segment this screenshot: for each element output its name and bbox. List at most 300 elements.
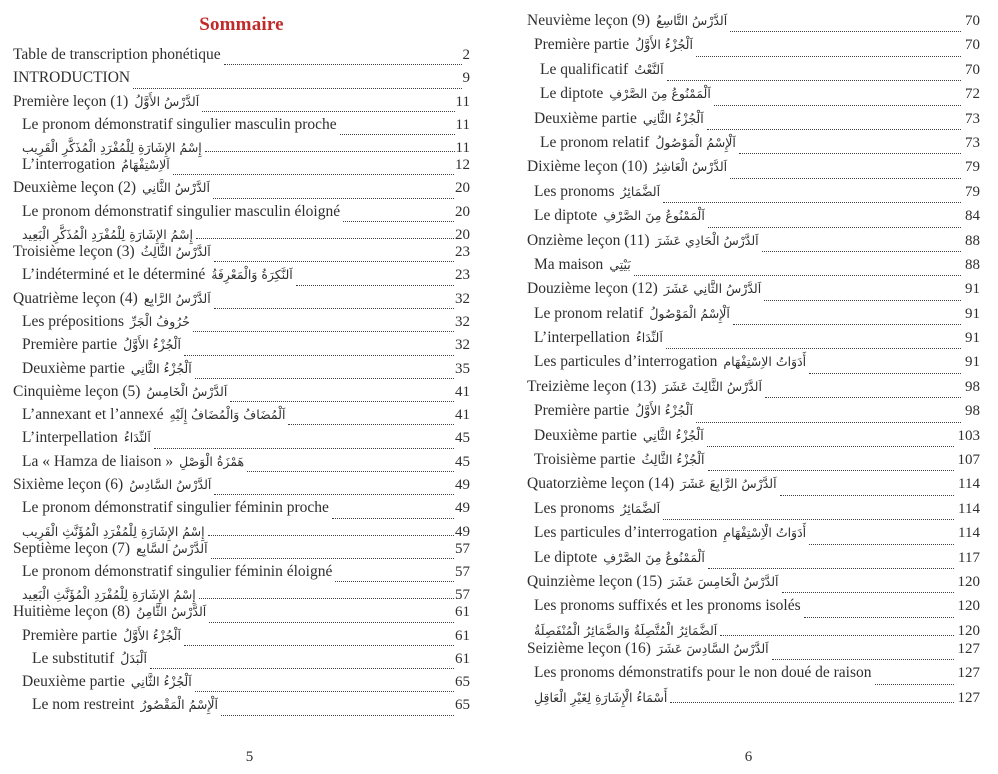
toc-entry-page-number: 2 bbox=[462, 47, 470, 63]
toc-entry-arabic-text: اَلدَّرْسُ الْحَادِي عَشَرَ bbox=[655, 232, 759, 248]
toc-entry-label bbox=[534, 402, 693, 419]
toc-entry bbox=[13, 563, 470, 586]
toc-entry-page-number: 84 bbox=[965, 208, 980, 225]
toc-entry bbox=[527, 402, 980, 426]
dot-leader bbox=[184, 645, 454, 646]
toc-entry-page-number: 20 bbox=[455, 180, 470, 197]
toc-entry-french-text: Le pronom relatif bbox=[540, 133, 650, 151]
toc-entry-arabic-text: اَلدَّرْسُ الرَّابِع bbox=[143, 290, 211, 306]
toc-entry-french-text: Le diptote bbox=[534, 207, 598, 225]
dot-leader bbox=[173, 174, 454, 175]
toc-entry-french-text: Les pronoms bbox=[534, 182, 615, 200]
toc-entry-label bbox=[527, 232, 759, 249]
toc-entry-label bbox=[534, 451, 705, 468]
dot-leader bbox=[343, 221, 454, 222]
toc-entry-label bbox=[22, 156, 170, 173]
toc-entry-label bbox=[22, 499, 329, 516]
toc-entry-arabic-text: اَلْمَمْنُوعُ مِنَ الصَّرْفِ bbox=[603, 208, 705, 224]
dot-leader bbox=[214, 308, 454, 309]
toc-entry-label bbox=[13, 290, 211, 307]
toc-entry-french-text: La « Hamza de liaison » bbox=[22, 452, 174, 470]
toc-entry-french-text: Les particules d’interrogation bbox=[534, 353, 718, 371]
toc-entry-page-number: 98 bbox=[965, 378, 980, 395]
toc-entry-page-number: 70 bbox=[965, 61, 980, 78]
toc-entry-page-number: 49 bbox=[455, 523, 470, 540]
dot-leader bbox=[288, 424, 454, 425]
toc-entry-french-text: Première partie bbox=[534, 36, 630, 54]
toc-entry-arabic-text: اَلضَّمَائِرُ الْمُتَّصِلَةُ وَالضَّمَائِرُ الْمُنْفَصِلَةُ bbox=[534, 622, 718, 638]
toc-entry-page-number: 114 bbox=[958, 476, 980, 493]
toc-entry bbox=[13, 266, 470, 289]
toc-entry-arabic-text: اَلْجُزْءُ الثَّانِي bbox=[130, 674, 192, 690]
toc-entry bbox=[527, 183, 980, 207]
toc-entry-arabic-text: اَلْجُزْءُ الثَّالِثُ bbox=[641, 452, 705, 468]
toc-entry-page-number: 61 bbox=[455, 650, 470, 667]
toc-entry-label bbox=[534, 329, 663, 346]
toc-entry bbox=[13, 603, 470, 626]
dot-leader bbox=[804, 617, 954, 618]
dot-leader bbox=[720, 635, 953, 636]
toc-entry-label bbox=[527, 573, 779, 590]
dot-leader bbox=[663, 202, 961, 203]
toc-entry-label bbox=[13, 603, 206, 620]
dot-leader bbox=[193, 331, 454, 332]
toc-entry bbox=[527, 85, 980, 109]
toc-entry bbox=[13, 453, 470, 476]
toc-entries-left bbox=[13, 46, 470, 720]
toc-entry-label bbox=[22, 627, 181, 644]
toc-entry-french-text: Ma maison bbox=[534, 255, 604, 273]
toc-entry-page-number: 127 bbox=[957, 689, 980, 706]
dot-leader bbox=[782, 592, 954, 593]
toc-entry-label bbox=[13, 540, 208, 557]
toc-entry-arabic-text: اَلدَّرْسُ الثَّالِثَ عَشَرَ bbox=[662, 378, 762, 394]
toc-entry-label bbox=[534, 597, 801, 614]
toc-entry bbox=[527, 500, 980, 524]
toc-entry-french-text: Le diptote bbox=[534, 548, 598, 566]
dot-leader bbox=[667, 80, 961, 81]
toc-entry-french-text: Le qualificatif bbox=[540, 60, 629, 78]
toc-entry-arabic-text: اَلْجُزْءُ الأَوَّلُ bbox=[123, 627, 181, 643]
toc-entry-page-number: 49 bbox=[455, 500, 470, 517]
toc-entry-page-number: 11 bbox=[455, 93, 470, 110]
toc-entry-arabic-text: اَلضَّمَائِرُ bbox=[620, 500, 661, 516]
toc-entry bbox=[527, 664, 980, 688]
toc-entry-french-text: Douzième leçon (12) bbox=[527, 280, 658, 298]
toc-entry bbox=[527, 622, 980, 640]
toc-entry-label bbox=[22, 406, 285, 423]
toc-entry-label bbox=[22, 203, 340, 220]
toc-entry-label bbox=[534, 183, 660, 200]
toc-entry-page-number: 103 bbox=[957, 427, 980, 444]
toc-entry-french-text: Quatorzième leçon (14) bbox=[527, 475, 675, 493]
toc-entry-label bbox=[534, 500, 660, 517]
toc-entry-french-text: L’annexant et l’annexé bbox=[22, 406, 164, 424]
toc-entry-page-number: 107 bbox=[957, 452, 980, 469]
toc-entry-page-number: 79 bbox=[965, 159, 980, 176]
toc-entry-arabic-text: اَلْبَدَلُ bbox=[120, 650, 147, 666]
toc-entry-arabic-text: بَيْتِي bbox=[609, 256, 631, 272]
dot-leader bbox=[670, 702, 953, 703]
toc-entry bbox=[527, 573, 980, 597]
toc-entry bbox=[13, 429, 470, 452]
toc-entry bbox=[527, 134, 980, 158]
toc-entry-label bbox=[540, 85, 711, 102]
toc-entry-page-number: 61 bbox=[455, 627, 470, 644]
toc-entry-arabic-text: اَلدَّرْسُ الثَّانِي عَشَرَ bbox=[663, 281, 762, 297]
toc-entry bbox=[13, 673, 470, 696]
dot-leader bbox=[765, 397, 961, 398]
toc-entry-french-text: Les pronoms suffixés et les pronoms isolés bbox=[534, 597, 801, 615]
toc-entry-arabic-text: اَلْمُضَافُ وَالْمُضَافُ إِلَيْهِ bbox=[169, 407, 286, 423]
toc-entry-page-number: 32 bbox=[455, 290, 470, 307]
toc-entry-arabic-text: اَلدَّرْسُ الأَوَّلُ bbox=[134, 93, 200, 109]
toc-entry-page-number: 114 bbox=[958, 500, 980, 517]
toc-entry-page-number: 114 bbox=[958, 525, 980, 542]
toc-entry-label bbox=[22, 313, 190, 330]
dot-leader bbox=[762, 251, 961, 252]
toc-entry-arabic-text: اَلْجُزْءُ الثَّانِي bbox=[642, 110, 704, 126]
toc-entry-label bbox=[22, 139, 202, 156]
dot-leader bbox=[696, 56, 961, 57]
toc-entry bbox=[527, 378, 980, 402]
toc-entry bbox=[527, 207, 980, 231]
toc-entry-french-text: Treizième leçon (13) bbox=[527, 377, 657, 395]
toc-entry-arabic-text: اَلْجُزْءُ الثَّانِي bbox=[130, 360, 192, 376]
toc-entry-french-text: Les prépositions bbox=[22, 312, 125, 330]
toc-entry-label bbox=[534, 110, 704, 127]
toc-entry-french-text: Les particules d’interrogation bbox=[534, 524, 718, 542]
page-number-left: 5 bbox=[245, 749, 254, 765]
dot-leader bbox=[296, 285, 454, 286]
toc-entry bbox=[527, 689, 980, 707]
toc-entry-french-text: Deuxième leçon (2) bbox=[13, 179, 137, 197]
toc-entry-french-text: Les pronoms démonstratifs pour le non doué de raison bbox=[534, 664, 872, 682]
toc-entry-arabic-text: أَدَوَاتُ الاِسْتِفْهَام bbox=[723, 354, 807, 370]
toc-entry-arabic-text: اَلْإِسْمُ الْمَوْصُولُ bbox=[649, 305, 730, 321]
toc-entry-arabic-text: أَسْمَاءُ الْإِشَارَةِ لِغَيْرِ الْعَاقِلِ bbox=[534, 689, 668, 705]
toc-entry-page-number: 32 bbox=[455, 337, 470, 354]
toc-entry-french-text: Quinzième leçon (15) bbox=[527, 572, 663, 590]
toc-entry-arabic-text: اَلْإِسْمُ الْمَقْصُورُ bbox=[140, 697, 218, 713]
toc-entries-right bbox=[527, 12, 980, 707]
toc-entry bbox=[527, 305, 980, 329]
toc-entry-french-text: Dixième leçon (10) bbox=[527, 158, 648, 176]
dot-leader bbox=[133, 88, 461, 89]
toc-entry-french-text: Le pronom relatif bbox=[534, 304, 644, 322]
dot-leader bbox=[202, 111, 454, 112]
toc-entry-arabic-text: إِسْمُ الإِشَارَةِ لِلْمُفْرَدِ الْمُذَكَّرِ الْقَرِيب bbox=[22, 140, 202, 156]
toc-entry-page-number: 11 bbox=[455, 116, 470, 133]
toc-entry-page-number: 23 bbox=[455, 244, 470, 261]
toc-entry-arabic-text: اَلاِسْتِفْهَامُ bbox=[121, 157, 170, 173]
toc-entry-arabic-text: اَلْمَمْنُوعُ مِنَ الصَّرْفِ bbox=[603, 549, 705, 565]
toc-entry-french-text: Deuxième partie bbox=[22, 673, 125, 691]
toc-entry-arabic-text: اَلنِّدَاءُ bbox=[635, 330, 663, 346]
toc-entry bbox=[13, 93, 470, 116]
toc-entry-french-text: L’interrogation bbox=[22, 156, 116, 174]
dot-leader bbox=[875, 684, 954, 685]
toc-entry-page-number: 20 bbox=[455, 227, 470, 244]
toc-entry-page-number: 127 bbox=[957, 665, 980, 682]
toc-entry-arabic-text: اَلدَّرْسُ الثَّامِنُ bbox=[136, 604, 207, 620]
toc-entry bbox=[13, 523, 470, 540]
dot-leader bbox=[199, 598, 454, 599]
toc-entry-label bbox=[13, 46, 221, 63]
toc-entry-page-number: 32 bbox=[455, 313, 470, 330]
toc-entry-label bbox=[13, 93, 199, 110]
dot-leader bbox=[213, 198, 454, 199]
toc-entry-arabic-text: اَلْجُزْءُ الأَوَّلُ bbox=[635, 403, 693, 419]
dot-leader bbox=[714, 105, 961, 106]
toc-entry-french-text: Sixième leçon (6) bbox=[13, 476, 124, 494]
toc-entry-label bbox=[534, 524, 806, 541]
toc-entry bbox=[13, 156, 470, 179]
dot-leader bbox=[211, 558, 454, 559]
toc-entry-label bbox=[22, 429, 151, 446]
toc-entry bbox=[13, 313, 470, 336]
toc-entry-label bbox=[32, 650, 147, 667]
toc-entry bbox=[527, 475, 980, 499]
toc-entry-label bbox=[22, 673, 192, 690]
toc-entry bbox=[13, 540, 470, 563]
toc-entry-arabic-text: هَمْزَةُ الْوَصْلِ bbox=[179, 453, 245, 469]
toc-entry-label bbox=[13, 69, 130, 86]
toc-entry-arabic-text: اَلدَّرْسُ الْخَامِسُ bbox=[146, 383, 228, 399]
toc-entry-label bbox=[534, 256, 631, 273]
toc-entry-french-text: Le pronom démonstratif singulier masculin éloigné bbox=[22, 202, 341, 220]
dot-leader bbox=[224, 64, 462, 65]
toc-entry-french-text: Deuxième partie bbox=[534, 109, 637, 127]
toc-entry-label bbox=[22, 586, 196, 603]
toc-entry-label bbox=[534, 36, 693, 53]
toc-entry-page-number: 57 bbox=[455, 540, 470, 557]
toc-entry-french-text: Neuvième leçon (9) bbox=[527, 12, 651, 29]
toc-entry-page-number: 12 bbox=[455, 157, 470, 174]
toc-entry-arabic-text: أَدَوَاتُ الْاِسْتِفْهَامِ bbox=[723, 525, 807, 541]
toc-entry bbox=[13, 627, 470, 650]
dot-leader bbox=[809, 373, 961, 374]
toc-entry bbox=[13, 650, 470, 673]
toc-entry bbox=[527, 549, 980, 573]
toc-entry-label bbox=[540, 134, 736, 151]
toc-entry-page-number: 57 bbox=[455, 563, 470, 580]
toc-entry bbox=[13, 46, 470, 69]
toc-entry-arabic-text: اَلْمَمْنُوعُ مِنَ الصَّرْفِ bbox=[609, 86, 711, 102]
toc-entry bbox=[527, 36, 980, 60]
toc-entry-page-number: 88 bbox=[965, 232, 980, 249]
dot-leader bbox=[663, 519, 954, 520]
toc-entry bbox=[13, 243, 470, 266]
toc-entry bbox=[527, 158, 980, 182]
toc-entry-page-number: 117 bbox=[958, 549, 980, 566]
dot-leader bbox=[214, 261, 454, 262]
toc-entry-page-number: 65 bbox=[455, 674, 470, 691]
toc-entry bbox=[13, 476, 470, 499]
toc-entry-arabic-text: اَلْجُزْءُ الأَوَّلُ bbox=[123, 337, 181, 353]
toc-entry-label bbox=[13, 383, 227, 400]
toc-entry-arabic-text: اَلدَّرْسُ الثَّانِي bbox=[142, 180, 210, 196]
toc-entry-page-number: 41 bbox=[455, 383, 470, 400]
toc-entry-arabic-text: اَلدَّرْسُ السَّادِسُ bbox=[129, 477, 212, 493]
toc-entry-label bbox=[534, 427, 704, 444]
toc-entry-page-number: 127 bbox=[957, 640, 980, 657]
dot-leader bbox=[707, 129, 961, 130]
toc-entry-french-text: Le nom restreint bbox=[32, 696, 135, 714]
dot-leader bbox=[696, 422, 961, 423]
toc-entry-arabic-text: اَلْإِسْمُ الْمَوْصُولُ bbox=[655, 134, 736, 150]
toc-entry-page-number: 70 bbox=[965, 13, 980, 29]
dot-leader bbox=[634, 275, 961, 276]
dot-leader bbox=[221, 715, 454, 716]
dot-leader bbox=[205, 151, 455, 152]
toc-entry-french-text: Seizième leçon (16) bbox=[527, 639, 651, 657]
toc-entry-page-number: 61 bbox=[455, 604, 470, 621]
toc-entry-arabic-text: اَلدَّرْسُ الثَّالِثُ bbox=[140, 244, 211, 260]
toc-entry-page-number: 45 bbox=[455, 430, 470, 447]
toc-entry bbox=[13, 203, 470, 226]
toc-entry-label bbox=[534, 305, 730, 322]
toc-entry-french-text: Première leçon (1) bbox=[13, 92, 129, 110]
toc-entry bbox=[527, 597, 980, 621]
dot-leader bbox=[209, 622, 454, 623]
toc-entry-french-text: Première partie bbox=[22, 626, 118, 644]
toc-entry-label bbox=[22, 266, 293, 283]
dot-leader bbox=[214, 494, 454, 495]
toc-entry-french-text: Le pronom démonstratif singulier féminin éloigné bbox=[22, 562, 333, 580]
toc-entry-french-text: Quatrième leçon (4) bbox=[13, 289, 138, 307]
toc-entry bbox=[13, 360, 470, 383]
toc-entry-label bbox=[22, 360, 192, 377]
toc-entry-page-number: 120 bbox=[957, 598, 980, 615]
toc-entry-page-number: 91 bbox=[965, 354, 980, 371]
toc-entry-page-number: 41 bbox=[455, 407, 470, 424]
dot-leader bbox=[733, 324, 961, 325]
toc-entry bbox=[527, 280, 980, 304]
toc-entry bbox=[13, 696, 470, 719]
toc-entry bbox=[527, 12, 980, 36]
toc-entry bbox=[527, 232, 980, 256]
toc-entry-arabic-text: اَلنِّدَاءُ bbox=[123, 430, 151, 446]
toc-entry-arabic-text: اَلْجُزْءُ الثَّانِي bbox=[642, 427, 704, 443]
toc-entry-page-number: 35 bbox=[455, 360, 470, 377]
toc-entry bbox=[13, 499, 470, 522]
toc-entry bbox=[13, 179, 470, 202]
dot-leader bbox=[150, 668, 454, 669]
toc-entry-french-text: L’interpellation bbox=[534, 329, 630, 347]
toc-entry bbox=[13, 290, 470, 313]
toc-entry-page-number: 79 bbox=[965, 183, 980, 200]
toc-entry-label bbox=[534, 689, 667, 706]
page-number-right: 6 bbox=[744, 749, 753, 765]
dot-leader bbox=[184, 355, 454, 356]
toc-page-right bbox=[499, 0, 998, 774]
toc-entry-french-text: Les pronoms bbox=[534, 499, 615, 517]
toc-entry-label bbox=[534, 549, 705, 566]
toc-entry-page-number: 23 bbox=[455, 267, 470, 284]
toc-entry bbox=[527, 256, 980, 280]
toc-entry-page-number: 91 bbox=[965, 305, 980, 322]
dot-leader bbox=[708, 568, 954, 569]
toc-entry bbox=[527, 451, 980, 475]
toc-entry bbox=[13, 586, 470, 603]
page-title: Sommaire bbox=[199, 14, 284, 35]
dot-leader bbox=[195, 691, 454, 692]
toc-entry-arabic-text: اَلدَّرْسُ الرَّابِعَ عَشَرَ bbox=[680, 476, 777, 492]
toc-entry bbox=[13, 383, 470, 406]
toc-entry bbox=[527, 329, 980, 353]
toc-entry-label bbox=[22, 226, 193, 243]
dot-leader bbox=[666, 348, 961, 349]
toc-entry-page-number: 73 bbox=[965, 110, 980, 127]
toc-entry-page-number: 49 bbox=[455, 477, 470, 494]
toc-entry-label bbox=[22, 563, 332, 580]
toc-entry-page-number: 57 bbox=[455, 587, 470, 604]
toc-entry-french-text: Le substitutif bbox=[32, 649, 115, 667]
toc-entry-arabic-text: اَلْجُزْءُ الأَوَّلُ bbox=[635, 37, 693, 53]
toc-entry-page-number: 120 bbox=[957, 573, 980, 590]
toc-entry-french-text: Première partie bbox=[22, 336, 118, 354]
toc-entry-french-text: Septième leçon (7) bbox=[13, 539, 131, 557]
toc-entry-page-number: 88 bbox=[965, 256, 980, 273]
toc-entry-page-number: 120 bbox=[957, 622, 980, 639]
toc-entry-label bbox=[534, 207, 705, 224]
toc-entry-label bbox=[13, 179, 210, 196]
dot-leader bbox=[780, 495, 954, 496]
dot-leader bbox=[247, 471, 454, 472]
toc-entry-label bbox=[22, 336, 181, 353]
toc-entry-label bbox=[527, 280, 761, 297]
toc-entry-french-text: L’interpellation bbox=[22, 429, 118, 447]
toc-entry-label bbox=[13, 476, 211, 493]
toc-entry-label bbox=[32, 696, 218, 713]
toc-entry bbox=[527, 110, 980, 134]
dot-leader bbox=[739, 153, 961, 154]
dot-leader bbox=[332, 518, 454, 519]
toc-entry bbox=[13, 116, 470, 139]
toc-entry bbox=[527, 61, 980, 85]
toc-entry-arabic-text: اَلنَّكِرَةُ وَالْمَعْرِفَةُ bbox=[211, 267, 293, 283]
toc-entry-label bbox=[22, 116, 337, 133]
toc-entry-label bbox=[13, 243, 211, 260]
toc-entry-french-text: Cinquième leçon (5) bbox=[13, 382, 141, 400]
dot-leader bbox=[230, 401, 454, 402]
toc-entry-french-text: INTRODUCTION bbox=[13, 69, 131, 87]
toc-entry bbox=[13, 336, 470, 359]
toc-entry-french-text: Deuxième partie bbox=[22, 359, 125, 377]
dot-leader bbox=[195, 378, 454, 379]
dot-leader bbox=[730, 178, 961, 179]
toc-entry-french-text: Troisième partie bbox=[534, 451, 636, 469]
toc-entry bbox=[527, 640, 980, 664]
toc-entry-label bbox=[527, 158, 727, 175]
toc-entry-arabic-text: اَلدَّرْسُ التَّاسِعُ bbox=[656, 13, 728, 28]
toc-entry bbox=[527, 427, 980, 451]
toc-entry-page-number: 9 bbox=[462, 70, 470, 87]
dot-leader bbox=[764, 300, 961, 301]
toc-entry-arabic-text: إِسْمُ الإِشَارَةِ لِلْمُفْرَدِ الْمُؤَنَّثِ الْبَعِيد bbox=[22, 587, 196, 603]
toc-entry-page-number: 45 bbox=[455, 453, 470, 470]
toc-entry-french-text: Table de transcription phonétique bbox=[13, 46, 221, 63]
toc-entry-page-number: 20 bbox=[455, 203, 470, 220]
dot-leader bbox=[772, 659, 954, 660]
toc-entry-page-number: 91 bbox=[965, 330, 980, 347]
toc-entry-french-text: Le pronom démonstratif singulier masculin proche bbox=[22, 115, 337, 133]
toc-entry-french-text: Première partie bbox=[534, 402, 630, 420]
toc-entry-french-text: Le diptote bbox=[540, 85, 604, 103]
toc-entry-arabic-text: إِسْمُ الإِشَارَةِ لِلْمُفْرَدِ الْمُذَكَّرِ الْبَعِيد bbox=[22, 227, 193, 243]
toc-entry-label bbox=[540, 61, 664, 78]
